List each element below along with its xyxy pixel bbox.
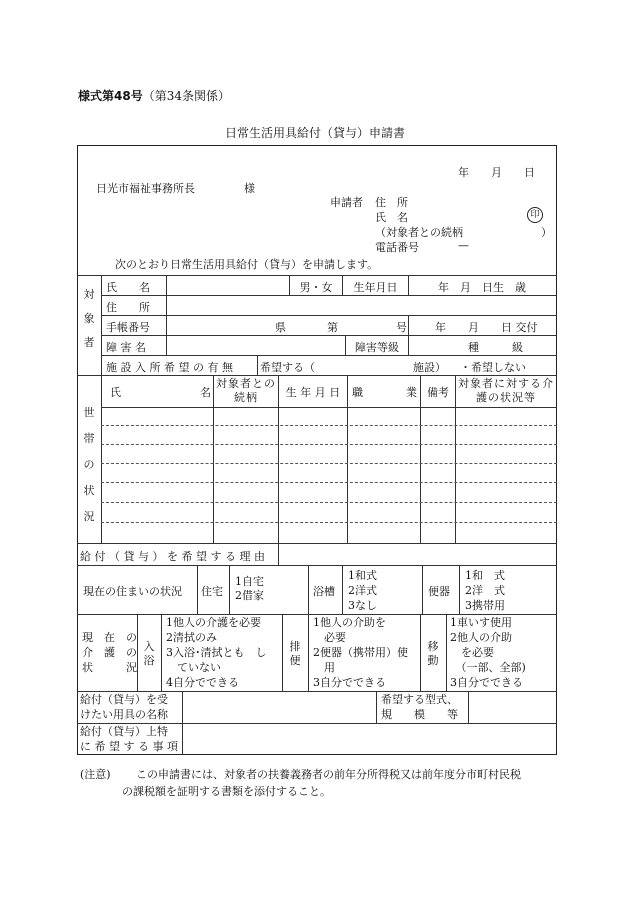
care-label-line-1: 現 在 の — [82, 631, 137, 644]
note-text-2: の課税額を証明する書類を添付すること。 — [122, 785, 331, 798]
care-move-option-2[interactable]: 2他人の介助 — [450, 631, 512, 644]
care-excretion-option-1-cont: 必要 — [313, 631, 346, 644]
care-excretion-option-2[interactable]: 2便器（携帯用）使 — [313, 646, 408, 659]
care-label-line-3: 状 況 — [82, 661, 137, 674]
toilet-option-2[interactable]: 2洋 式 — [465, 584, 505, 597]
col-job-1: 職 — [352, 386, 363, 399]
page-title: 日常生活用具給付（貸与）申請書 — [224, 126, 405, 140]
col-job-2: 業 — [406, 386, 417, 399]
facility-yes[interactable]: 希望する（ — [260, 361, 315, 374]
care-excretion-option-1[interactable]: 1他人の介助を — [313, 616, 386, 629]
col-name-2: 名 — [200, 386, 211, 399]
model-label-line-2: 規 模 等 — [381, 708, 458, 721]
model-label — [381, 692, 458, 722]
house-options[interactable] — [235, 575, 264, 603]
applicant-label: 申請者 — [330, 196, 363, 209]
gender-choice[interactable]: 男・女 — [299, 281, 333, 294]
bath-option-2[interactable]: 2洋式 — [348, 584, 377, 597]
application-statement: 次のとおり日常生活用具給付（貸与）を申請します。 — [115, 258, 379, 271]
care-move-option-3[interactable]: 3自分でできる — [450, 676, 523, 689]
form-number-label: 様式第48号 — [78, 89, 143, 103]
subject-side-char-2: 象 — [83, 312, 95, 325]
relation-label: （対象者との続柄 — [375, 226, 463, 239]
subject-side-label — [78, 283, 100, 355]
care-bath-option-3-cont: ていない — [166, 661, 221, 674]
model-label-line-1: 希望する型式、 — [381, 693, 458, 706]
reason-label: 給 付 （ 貸 与 ） を 希 望 す る 理 由 — [80, 550, 265, 563]
grade-value[interactable]: 種 級 — [468, 341, 523, 354]
special-label-line-2: に 希 望 す る 事 項 — [80, 740, 178, 753]
date-field[interactable]: 年 月 日 — [458, 166, 535, 179]
subject-name-label: 氏 名 — [106, 281, 150, 294]
phone-dash: — — [458, 239, 469, 252]
house-option-2[interactable]: 2借家 — [235, 589, 264, 602]
subject-address-label: 住 所 — [106, 301, 150, 314]
seal-mark — [527, 207, 543, 223]
equipment-label — [80, 692, 168, 722]
household-side-char-3: の — [83, 458, 95, 471]
col-name-1: 氏 — [110, 386, 121, 399]
special-label — [80, 724, 178, 754]
household-side-char-4: 状 — [83, 484, 95, 497]
care-move-option-2-cont: を必要 — [450, 646, 494, 659]
care-bath-options[interactable] — [166, 615, 267, 690]
facility-no[interactable]: ・希望しない — [460, 361, 526, 374]
number-mark: 第 — [327, 321, 338, 334]
housing-label: 現在の住まいの状況 — [83, 585, 182, 598]
facility-label: 施 設 入 所 希 望 の 有 無 — [106, 361, 233, 374]
care-excretion-option-2-cont: 用 — [313, 661, 335, 674]
form-number — [78, 87, 230, 104]
phone-label: 電話番号 — [375, 241, 419, 254]
special-label-line-1: 給付（貸与）上特 — [80, 725, 168, 738]
housing-toilet-label: 便器 — [428, 585, 450, 598]
house-option-1[interactable]: 1自宅 — [235, 575, 264, 588]
care-move-option-1[interactable]: 1車いす使用 — [450, 616, 512, 629]
notebook-number-label: 手帳番号 — [106, 321, 150, 334]
form-number-note: （第34条関係） — [142, 89, 230, 103]
care-bath-option-3[interactable]: 3入浴･清拭とも し — [166, 646, 267, 659]
bath-option-1[interactable]: 1和式 — [348, 569, 377, 582]
prefecture-label: 県 — [275, 321, 286, 334]
toilet-options[interactable] — [465, 568, 505, 613]
bath-options[interactable] — [348, 568, 377, 613]
issued-date[interactable]: 年 月 日 交付 — [435, 321, 538, 334]
care-bath-option-1[interactable]: 1他人の介護を必要 — [166, 616, 261, 629]
subject-side-char-3: 者 — [83, 336, 95, 349]
facility-name: 施設） — [413, 361, 446, 374]
relation-close: ） — [541, 226, 552, 239]
disability-label: 障 害 名 — [106, 341, 146, 354]
housing-house-label: 住宅 — [201, 585, 223, 598]
care-bath-option-4[interactable]: 4自分でできる — [166, 676, 239, 689]
bath-option-3[interactable]: 3なし — [348, 599, 377, 612]
care-bath-label: 入浴 — [143, 640, 155, 667]
care-excretion-options[interactable] — [313, 615, 408, 690]
care-bath-option-2[interactable]: 2清拭のみ — [166, 631, 217, 644]
care-label-line-2: 介 護 の — [82, 646, 137, 659]
care-move-label: 移動 — [427, 640, 439, 667]
number-suffix: 号 — [396, 321, 407, 334]
note-text-1: この申請書には、対象者の扶養義務者の前年分所得税又は前年度分市町村民税 — [136, 768, 521, 781]
honorific: 様 — [244, 182, 255, 195]
applicant-address-label: 住 所 — [375, 196, 408, 209]
household-side-char-1: 世 — [83, 406, 95, 419]
care-excretion-label: 排便 — [289, 640, 301, 667]
col-remarks: 備考 — [427, 386, 449, 399]
birth-date-value[interactable]: 年 月 日生 歳 — [438, 281, 526, 294]
care-move-option-2-detail: （一部、全部) — [450, 661, 526, 674]
addressee: 日光市福祉事務所長 — [96, 182, 195, 195]
disability-grade-label: 障害等級 — [355, 341, 399, 354]
toilet-option-1[interactable]: 1和 式 — [465, 569, 505, 582]
col-relation: 対象者との続柄 — [216, 377, 276, 404]
care-excretion-option-3[interactable]: 3自分でできる — [313, 676, 386, 689]
equipment-label-line-2: けたい用具の名称 — [80, 708, 168, 721]
household-side-char-2: 帯 — [83, 432, 95, 445]
note-label: (注意) — [80, 768, 111, 781]
birth-date-label: 生年月日 — [353, 281, 398, 294]
care-label — [82, 630, 137, 675]
equipment-label-line-1: 給付（貸与）を受 — [80, 693, 168, 706]
housing-bath-label: 浴槽 — [313, 585, 335, 598]
applicant-name-label: 氏 名 — [375, 211, 408, 224]
seal-text: 印 — [527, 207, 543, 223]
care-move-options[interactable] — [450, 615, 526, 690]
toilet-option-3[interactable]: 3携帯用 — [465, 599, 505, 612]
household-side-char-5: 況 — [83, 510, 95, 523]
col-care: 対象者に対する介護の状況等 — [458, 377, 554, 404]
col-birth: 生 年 月 日 — [285, 386, 341, 399]
household-side-label — [78, 400, 100, 530]
subject-side-char-1: 対 — [83, 288, 95, 301]
